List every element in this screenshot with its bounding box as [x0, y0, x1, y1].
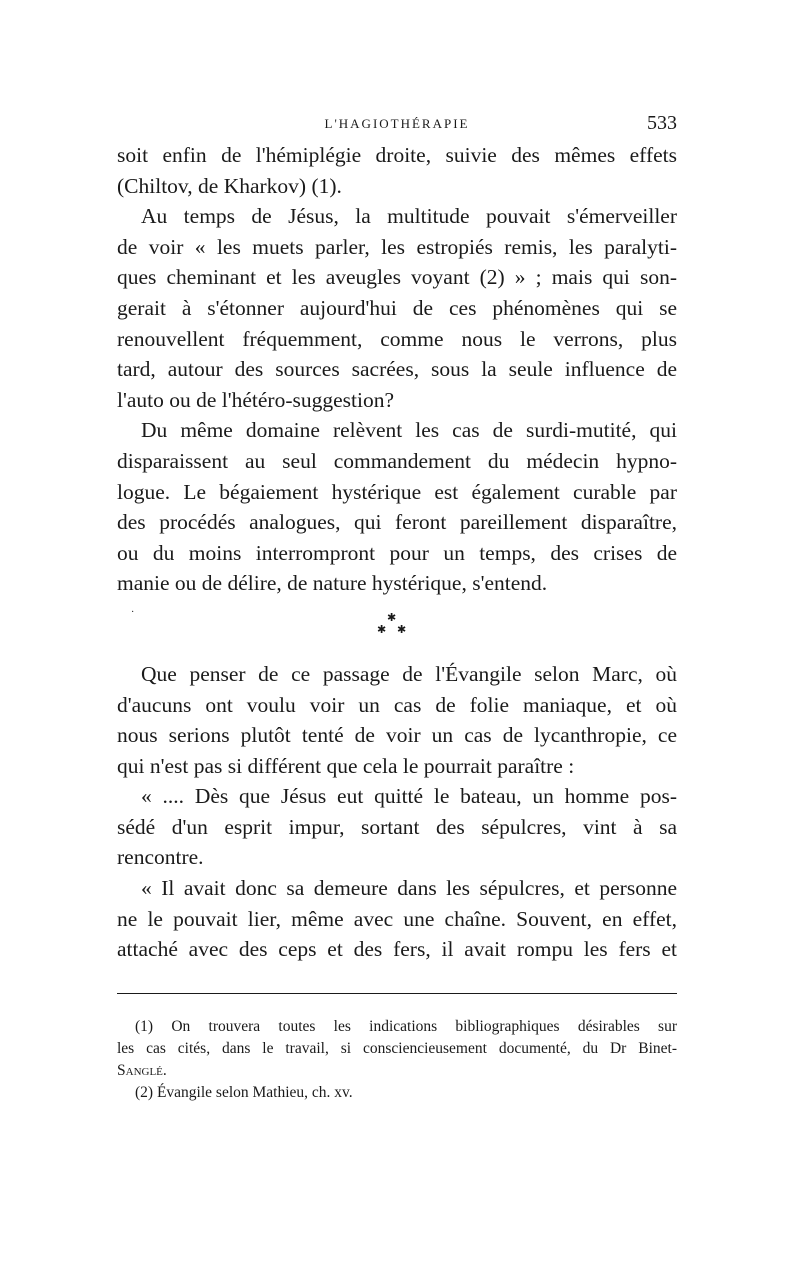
text-line: Que penser de ce passage de l'Évangile selon Marc, où	[141, 661, 677, 686]
paragraph-6	[117, 873, 677, 965]
running-title: L'HAGIOTHÉRAPIE	[324, 116, 470, 131]
text-line: Au temps de Jésus, la multitude pouvait s'émerveiller	[141, 204, 677, 229]
paragraph-1	[117, 140, 677, 201]
paragraph-2	[117, 201, 677, 415]
text-line: rencontre.	[117, 845, 204, 870]
book-page	[117, 112, 677, 1104]
text-line: ou du moins interrompront pour un temps, des crises de	[117, 540, 677, 565]
footnote-rule	[117, 993, 677, 995]
text-line: attaché avec des ceps et des fers, il avait rompu les fers et	[117, 937, 677, 962]
stray-dot-mark: ·	[131, 606, 135, 618]
text-line: qui n'est pas si différent que cela le pourrait paraître :	[117, 753, 575, 778]
text-line: « Il avait donc sa demeure dans les sépulcres, et personne	[141, 876, 677, 901]
text-line: nous serions plutôt tenté de voir un cas de lycanthropie, ce	[117, 723, 677, 748]
running-head	[117, 112, 677, 140]
text-line: des procédés analogues, qui feront pareillement disparaître,	[117, 510, 677, 535]
text-line: logue. Le bégaiement hystérique est également curable par	[117, 479, 677, 504]
footnote-2: (2) Évangile selon Mathieu, ch. xv.	[135, 1084, 353, 1102]
text-line: renouvellent fréquemment, comme nous le verrons, plus	[117, 326, 677, 351]
text-line: Du même domaine relèvent les cas de surdi-mutité, qui	[141, 418, 677, 443]
paragraph-3	[117, 415, 677, 599]
text-line: soit enfin de l'hémiplégie droite, suivie des mêmes effets	[117, 143, 677, 167]
footnote-1-line: (1) On trouvera toutes les indications bibliographiques désirables sur	[135, 1018, 677, 1036]
text-line: d'aucuns ont voulu voir un cas de folie maniaque, et où	[117, 692, 677, 717]
text-line: « .... Dès que Jésus eut quitté le bateau, un homme pos-	[141, 784, 677, 809]
section-break	[117, 599, 677, 659]
paragraph-4	[117, 659, 677, 781]
text-line: gerait à s'étonner aujourd'hui de ces phénomènes qui se	[117, 295, 677, 320]
asterism-icon	[373, 613, 413, 643]
text-line: ques cheminant et les aveugles voyant (2) » ; mais qui son-	[117, 265, 677, 290]
text-line: l'auto ou de l'hétéro-suggestion?	[117, 387, 395, 412]
page-number: 533	[647, 112, 677, 134]
footnotes	[117, 1016, 677, 1104]
asterisk-icon: ✱	[377, 623, 387, 636]
text-line: ne le pouvait lier, même avec une chaîne. Souvent, en effet,	[117, 906, 677, 931]
text-line: manie ou de délire, de nature hystérique, s'entend.	[117, 571, 548, 596]
paragraph-5	[117, 781, 677, 873]
text-line: (Chiltov, de Kharkov) (1).	[117, 173, 342, 198]
text-line: de voir « les muets parler, les estropiés remis, les paralyti-	[117, 234, 677, 259]
asterisk-icon: ✱	[397, 623, 407, 636]
footnote-1-line: Sanglé.	[117, 1062, 167, 1080]
text-line: tard, autour des sources sacrées, sous la seule influence de	[117, 357, 677, 382]
text-line: disparaissent au seul commandement du médecin hypno-	[117, 448, 677, 473]
text-line: sédé d'un esprit impur, sortant des sépulcres, vint à sa	[117, 814, 677, 839]
asterisk-icon: ✱	[387, 611, 397, 624]
footnote-1-line: les cas cités, dans le travail, si consciencieusement documenté, du Dr Binet-	[117, 1040, 677, 1058]
